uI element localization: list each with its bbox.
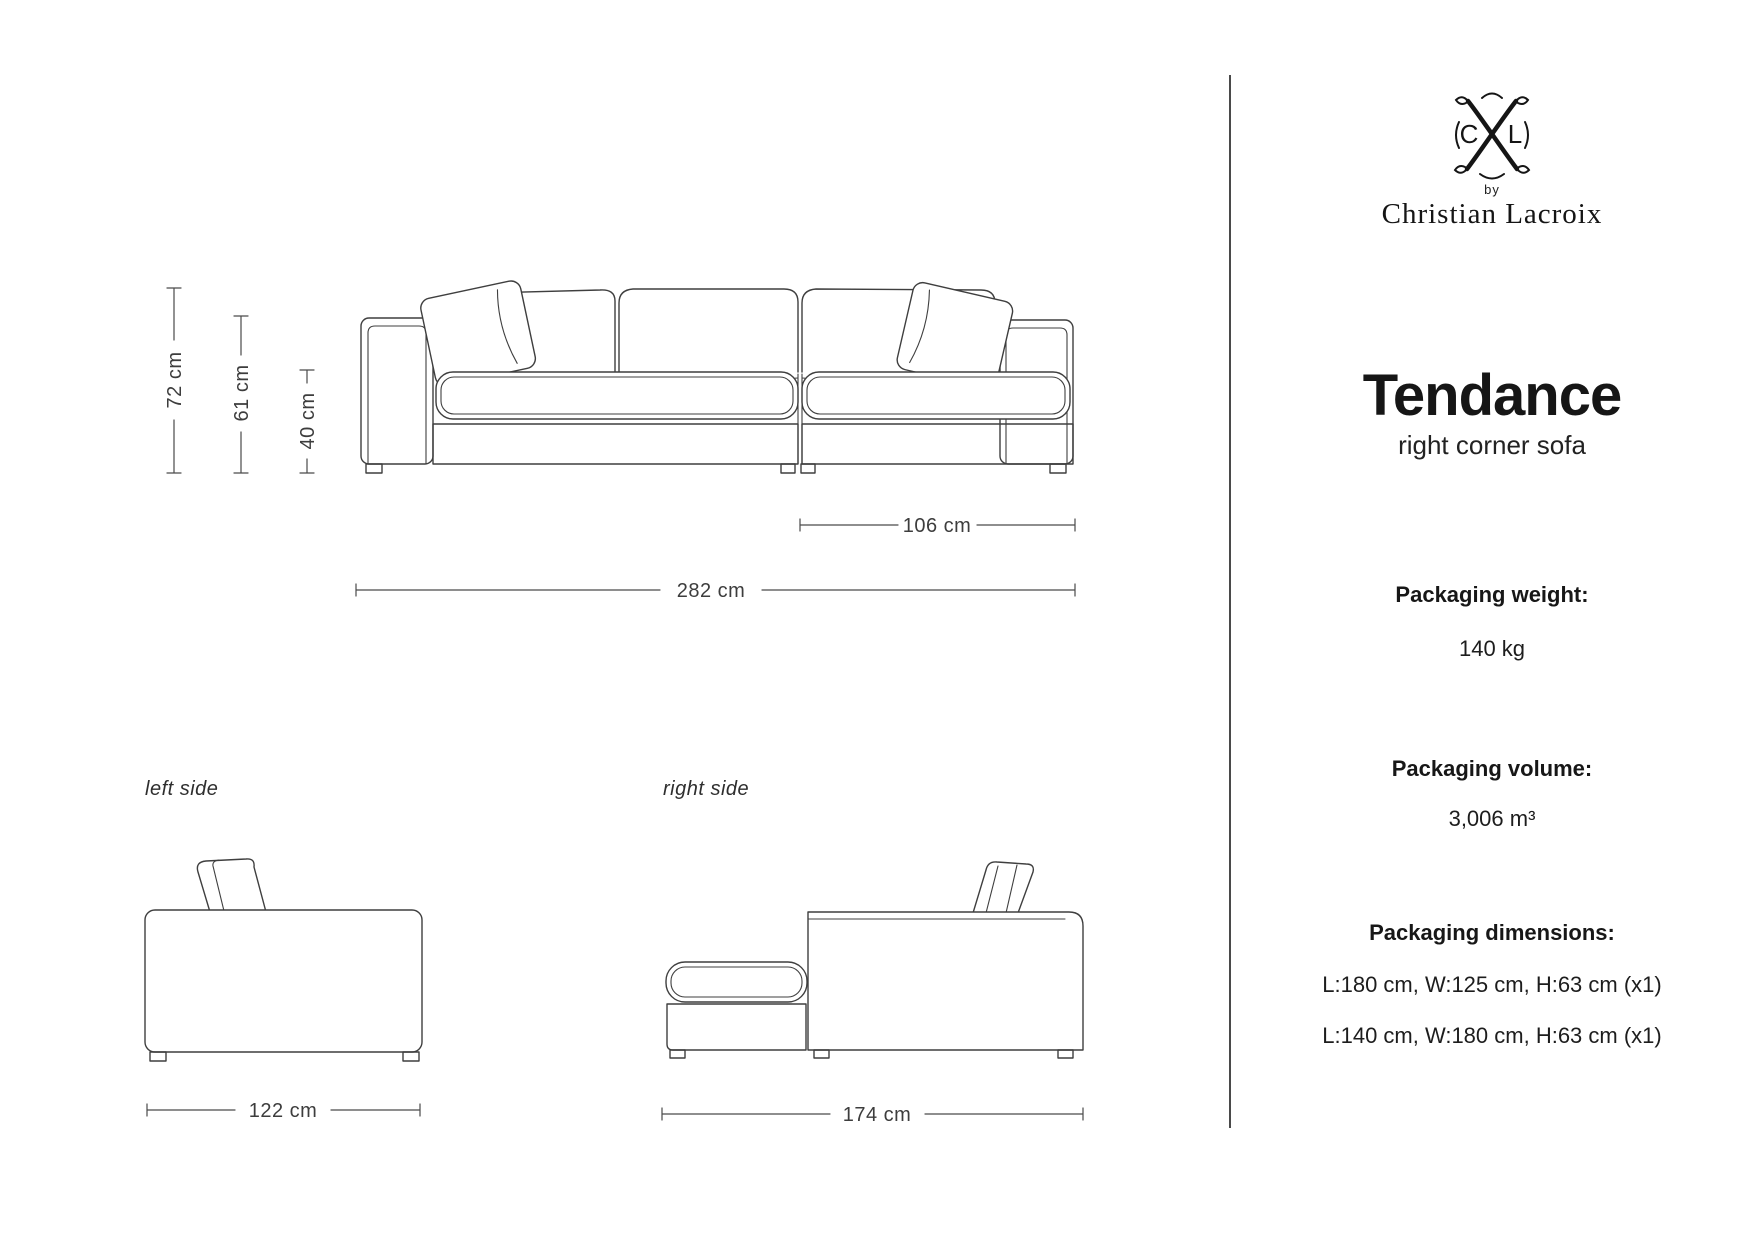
- product-subtitle: right corner sofa: [1398, 430, 1586, 460]
- right-side-armrest-block: [808, 912, 1083, 1050]
- packaging-weight-value: 140 kg: [1458, 636, 1526, 661]
- dim-total-height: 72 cm: [164, 351, 186, 409]
- right-side-feet: [670, 1050, 1073, 1058]
- packaging-weight-label: Packaging weight:: [1395, 582, 1589, 607]
- brand-name: Christian Lacroix: [1381, 198, 1603, 230]
- left-side-view: [145, 778, 422, 1122]
- packaging-dimensions-label: Packaging dimensions:: [1369, 920, 1615, 945]
- right-side-view: [662, 778, 1083, 1126]
- dim-left-side-width: 122 cm: [248, 1100, 318, 1122]
- brand-by-text: by: [1484, 182, 1500, 197]
- brand-logo: [1230, 92, 1754, 185]
- right-side-label: right side: [663, 778, 750, 800]
- left-side-backrest: [197, 859, 266, 912]
- packaging-dimensions-line2: L:140 cm, W:180 cm, H:63 cm (x1): [1322, 1023, 1662, 1048]
- cxl-monogram-icon: [1450, 92, 1534, 180]
- product-info-panel: [1230, 0, 1754, 1240]
- monogram-letter-l: L: [1507, 119, 1523, 149]
- dim-seat-height: 40 cm: [297, 392, 319, 450]
- front-feet: [366, 464, 1066, 473]
- right-side-chaise-base: [667, 1004, 806, 1050]
- right-side-chaise-cushion: [666, 962, 807, 1002]
- dim-total-width: 282 cm: [676, 580, 746, 602]
- dim-corner-width: 106 cm: [902, 515, 972, 537]
- monogram-letter-c: C: [1459, 119, 1479, 149]
- dim-arm-height: 61 cm: [231, 364, 253, 422]
- product-title: Tendance: [1362, 363, 1622, 428]
- throw-pillow-left: [419, 279, 537, 387]
- right-side-backrest: [973, 862, 1033, 913]
- left-side-feet: [150, 1052, 419, 1061]
- packaging-volume-label: Packaging volume:: [1391, 756, 1593, 781]
- seat-cushions: [436, 372, 1070, 419]
- packaging-dimensions-line1: L:180 cm, W:125 cm, H:63 cm (x1): [1322, 972, 1662, 997]
- dim-right-side-width: 174 cm: [842, 1104, 912, 1126]
- left-side-body: [145, 910, 422, 1052]
- front-view: [361, 279, 1073, 473]
- packaging-volume-value: 3,006 m³: [1448, 806, 1536, 831]
- left-armrest: [361, 318, 433, 464]
- left-side-label: left side: [145, 778, 219, 800]
